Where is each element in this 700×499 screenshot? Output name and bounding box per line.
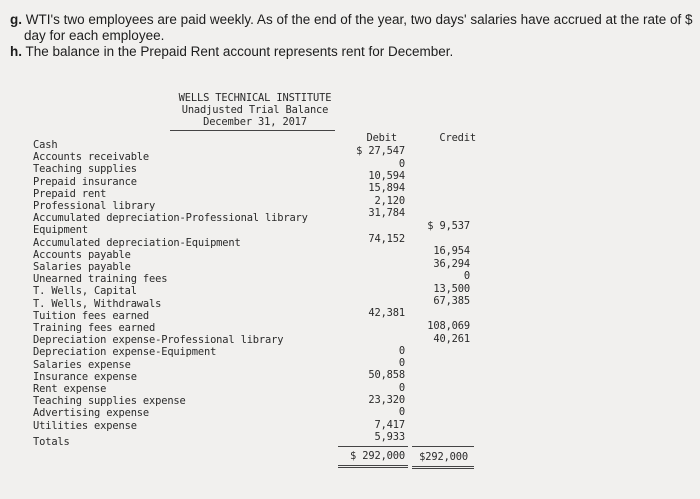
credit-amount: $ 9,537 xyxy=(427,220,470,232)
account-name: Depreciation expense-Equipment xyxy=(33,346,217,359)
account-name: Prepaid rent xyxy=(33,187,107,200)
debit-amount: 10,594 xyxy=(368,170,405,182)
item-g-label: g. xyxy=(10,12,22,27)
debit-amount: 50,858 xyxy=(368,369,405,381)
credit-amount: 16,954 xyxy=(433,245,470,257)
statement-date: December 31, 2017 xyxy=(203,116,307,128)
company-name: WELLS TECHNICAL INSTITUTE xyxy=(178,92,332,104)
total-credit: $292,000 xyxy=(419,451,468,463)
account-name: Salaries expense xyxy=(33,358,131,371)
account-name: T. Wells, Capital xyxy=(33,285,137,298)
account-name: Accounts receivable xyxy=(33,151,150,164)
account-name: Insurance expense xyxy=(33,370,137,383)
account-name: T. Wells, Withdrawals xyxy=(33,297,162,310)
account-name: Training fees earned xyxy=(33,322,156,334)
account-name: Equipment xyxy=(33,224,88,237)
item-h-line xyxy=(10,44,700,60)
item-h-label: h. xyxy=(10,44,22,59)
account-name: Unearned training fees xyxy=(33,273,168,286)
debit-amount: 15,894 xyxy=(368,182,405,194)
debit-amount: 0 xyxy=(398,357,405,369)
credit-amount: 0 xyxy=(463,270,470,282)
item-g-text: WTI's two employees are paid weekly. As of the end of the year, two days' salaries have accrued at the rate of $ xyxy=(25,12,693,27)
debit-amount: 31,784 xyxy=(368,207,405,219)
account-name: Professional library xyxy=(33,200,156,212)
debit-double-rule-1 xyxy=(338,465,408,466)
debit-amount: $ 27,547 xyxy=(356,145,405,157)
credit-amount: 108,069 xyxy=(427,320,470,332)
debit-double-rule-2 xyxy=(338,467,408,468)
problem-text xyxy=(10,12,700,60)
account-name: Salaries payable xyxy=(33,261,131,273)
debit-amount: 5,933 xyxy=(374,431,405,443)
statement-title: Unadjusted Trial Balance xyxy=(181,104,329,116)
credit-header: Credit xyxy=(439,132,476,144)
account-name: Accounts payable xyxy=(33,248,131,261)
credit-amount: 67,385 xyxy=(433,295,470,307)
debit-amount: 0 xyxy=(398,345,405,357)
account-name: Tuition fees earned xyxy=(33,309,150,322)
account-name: Teaching supplies xyxy=(33,163,137,176)
account-name: Depreciation expense-Professional library xyxy=(33,334,284,347)
debit-amount: 7,417 xyxy=(374,419,405,431)
debit-amount: 0 xyxy=(398,382,405,394)
account-name: Prepaid insurance xyxy=(33,175,137,188)
credit-amount: 36,294 xyxy=(433,258,470,270)
item-g-line1 xyxy=(10,12,700,28)
credit-total-rule xyxy=(412,446,474,447)
debit-amount: 23,320 xyxy=(368,394,405,406)
account-name: Accumulated depreciation-Equipment xyxy=(33,236,241,249)
credit-double-rule-1 xyxy=(412,466,474,467)
account-name: Accumulated depreciation-Professional library xyxy=(33,212,308,225)
item-g-line2: day for each employee. xyxy=(24,28,165,43)
totals-label: Totals xyxy=(33,436,70,448)
debit-amount: 0 xyxy=(398,158,405,170)
total-debit: $ 292,000 xyxy=(350,450,405,462)
item-h-text: The balance in the Prepaid Rent account represents rent for December. xyxy=(25,44,454,59)
heading-underline xyxy=(170,130,335,131)
credit-double-rule-2 xyxy=(412,468,474,469)
credit-amount: 40,261 xyxy=(433,333,470,345)
debit-amount: 0 xyxy=(398,406,405,418)
account-name: Rent expense xyxy=(33,383,107,395)
debit-amount: 74,152 xyxy=(368,233,405,245)
debit-header: Debit xyxy=(366,132,397,144)
debit-total-rule xyxy=(338,446,408,447)
debit-amount: 42,381 xyxy=(368,307,405,319)
account-name: Advertising expense xyxy=(33,407,150,420)
debit-amount: 2,120 xyxy=(374,195,405,207)
account-name: Cash xyxy=(33,139,58,151)
credit-amount: 13,500 xyxy=(433,283,470,295)
account-name: Utilities expense xyxy=(33,419,137,432)
account-name: Teaching supplies expense xyxy=(33,395,186,408)
